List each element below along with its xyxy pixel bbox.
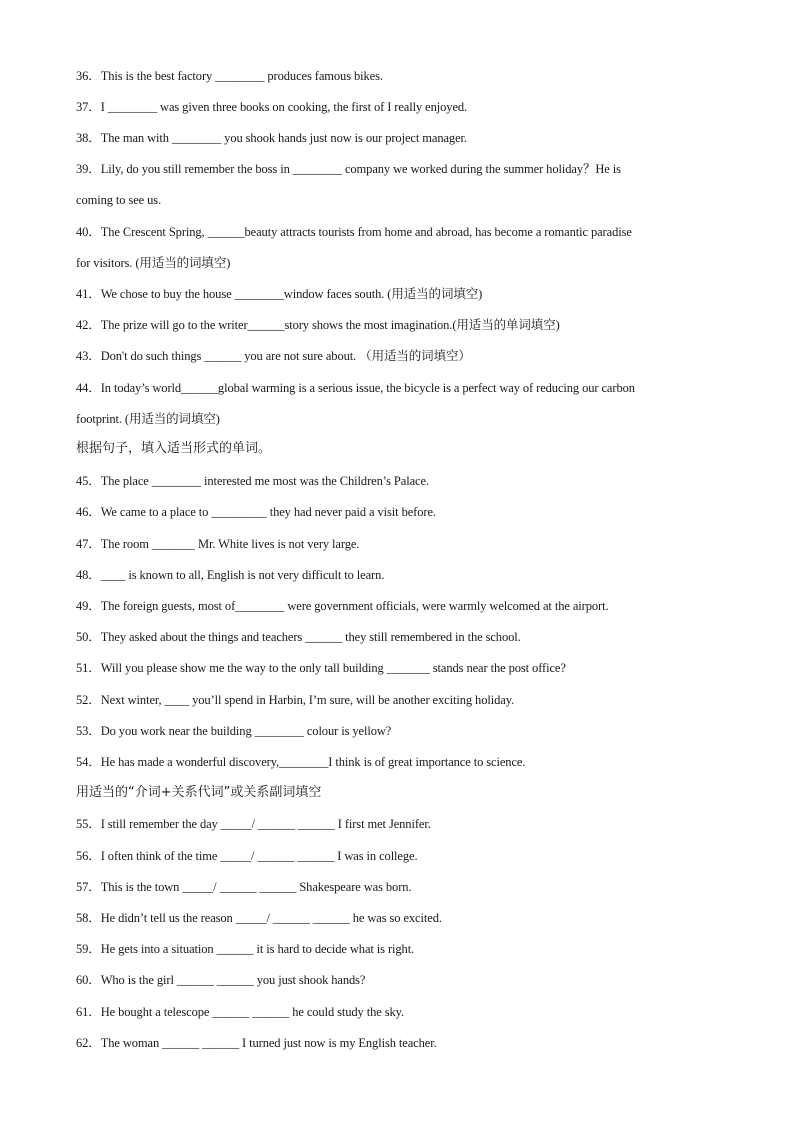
question-49: 49．The foreign guests, most of________ were government officials, were warmly welcomed at the airport. (76, 599, 609, 613)
question-55: 55．I still remember the day _____/ ______ ______ I first met Jennifer. (76, 817, 431, 831)
section-heading-fill-forms: 根据句子，填入适当形式的单词。 (76, 441, 272, 456)
question-56: 56．I often think of the time _____/ ______ ______ I was in college. (76, 849, 418, 863)
question-43: 43．Don't do such things ______ you are not sure about. （用适当的词填空） (76, 349, 471, 363)
question-53: 53．Do you work near the building ________ colour is yellow? (76, 724, 392, 738)
question-37: 37．I ________ was given three books on cooking, the first of I really enjoyed. (76, 100, 468, 114)
question-39-continued: coming to see us. (76, 193, 162, 207)
question-52: 52．Next winter, ____ you’ll spend in Harbin, I’m sure, will be another exciting holiday. (76, 693, 515, 707)
question-51: 51．Will you please show me the way to the only tall building _______ stands near the post office? (76, 661, 566, 675)
question-40: 40．The Crescent Spring, ______beauty attracts tourists from home and abroad, has become a romantic paradise (76, 225, 632, 239)
question-58: 58．He didn’t tell us the reason _____/ ______ ______ he was so excited. (76, 911, 442, 925)
question-62: 62．The woman ______ ______ I turned just now is my English teacher. (76, 1036, 437, 1050)
question-60: 60．Who is the girl ______ ______ you just shook hands? (76, 973, 366, 987)
question-39: 39．Lily, do you still remember the boss in ________ company we worked during the summer holiday？He is (76, 162, 621, 176)
question-45: 45．The place ________ interested me most was the Children’s Palace. (76, 474, 429, 488)
question-42: 42．The prize will go to the writer______story shows the most imagination.(用适当的单词填空) (76, 318, 560, 332)
question-38: 38．The man with ________ you shook hands just now is our project manager. (76, 131, 467, 145)
question-47: 47．The room _______ Mr. White lives is not very large. (76, 537, 360, 551)
question-48: 48．____ is known to all, English is not very difficult to learn. (76, 568, 385, 582)
question-40-continued: for visitors. (用适当的词填空) (76, 256, 231, 270)
section-heading-relative-words: 用适当的“介词+关系代词”或关系副词填空 (76, 785, 322, 800)
question-50: 50．They asked about the things and teachers ______ they still remembered in the school. (76, 630, 521, 644)
question-44-continued: footprint. (用适当的词填空) (76, 412, 220, 426)
question-61: 61．He bought a telescope ______ ______ he could study the sky. (76, 1005, 405, 1019)
question-44: 44．In today’s world______global warming is a serious issue, the bicycle is a perfect way of reducing our carbon (76, 381, 635, 395)
question-46: 46．We came to a place to _________ they had never paid a visit before. (76, 505, 436, 519)
question-57: 57．This is the town _____/ ______ ______ Shakespeare was born. (76, 880, 412, 894)
question-36: 36．This is the best factory ________ produces famous bikes. (76, 69, 383, 83)
question-59: 59．He gets into a situation ______ it is hard to decide what is right. (76, 942, 415, 956)
question-41: 41．We chose to buy the house ________window faces south. (用适当的词填空) (76, 287, 483, 301)
question-54: 54．He has made a wonderful discovery,________I think is of great importance to science. (76, 755, 526, 769)
